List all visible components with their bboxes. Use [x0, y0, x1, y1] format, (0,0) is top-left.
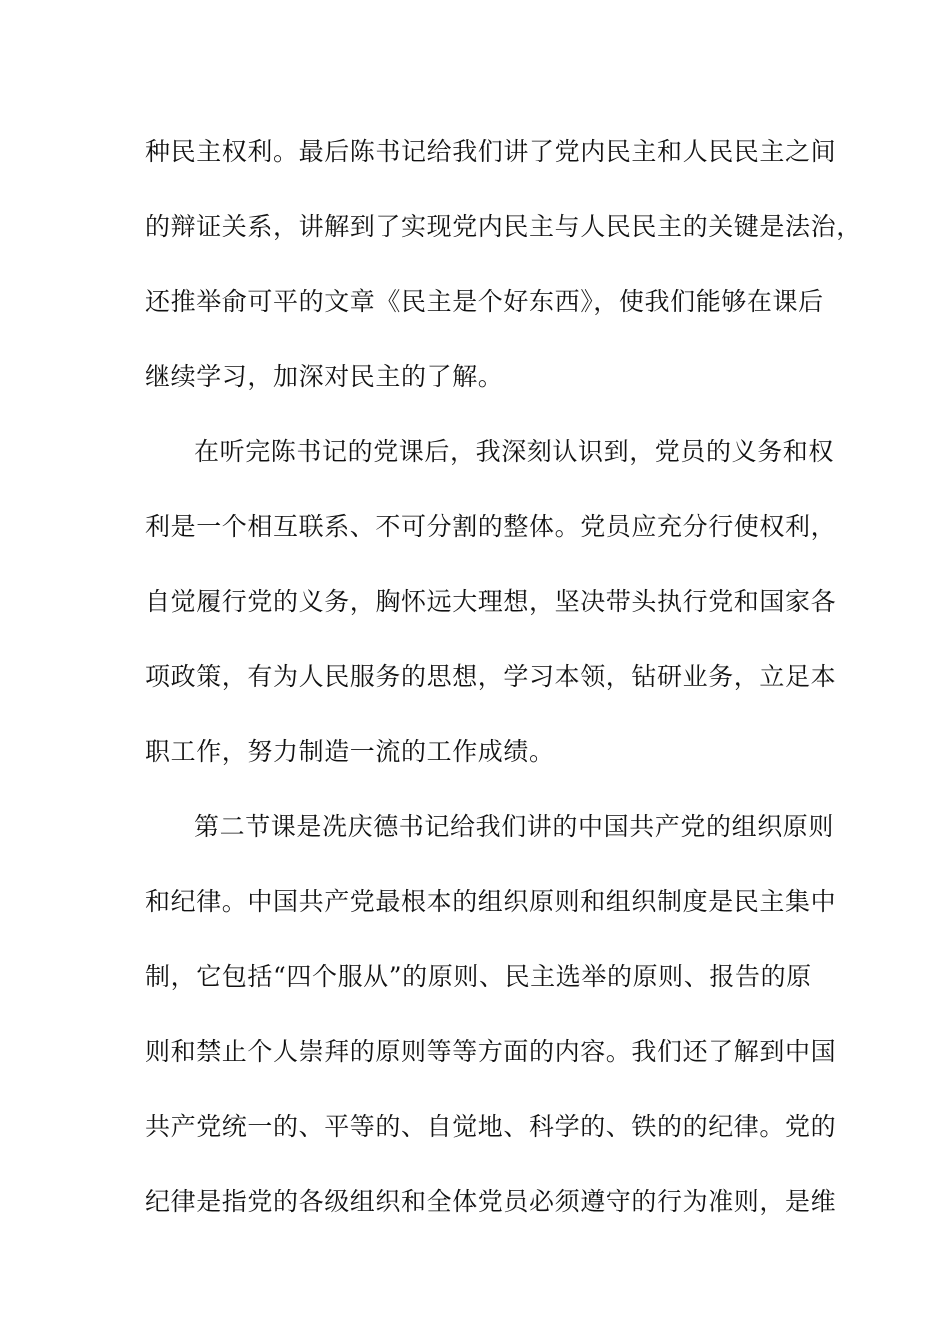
- text-line-2: 的辩证关系，讲解到了实现党内民主与人民民主的关键是法治，: [145, 212, 862, 241]
- text-line-8: 项政策，有为人民服务的思想，学习本领，钻研业务，立足本: [145, 662, 837, 691]
- text-line-4: 继续学习，加深对民主的了解。: [145, 362, 504, 391]
- text-line-3: 还推举俞可平的文章《民主是个好东西》，使我们能够在课后: [145, 287, 824, 316]
- text-line-5: 在听完陈书记的党课后，我深刻认识到，党员的义务和权: [194, 437, 835, 466]
- text-line-7: 自觉履行党的义务，胸怀远大理想，坚决带头执行党和国家各: [145, 587, 837, 616]
- text-line-6: 利是一个相互联系、不可分割的整体。党员应充分行使权利，: [145, 512, 837, 541]
- text-line-11: 和纪律。中国共产党最根本的组织原则和组织制度是民主集中: [145, 887, 837, 916]
- text-line-1: 种民主权利。最后陈书记给我们讲了党内民主和人民民主之间: [145, 137, 837, 166]
- text-line-12: 制，它包括“四个服从”的原则、民主选举的原则、报告的原: [145, 962, 812, 991]
- text-line-15: 纪律是指党的各级组织和全体党员必须遵守的行为准则，是维: [145, 1187, 837, 1216]
- text-line-9: 职工作，努力制造一流的工作成绩。: [145, 737, 555, 766]
- text-line-14: 共产党统一的、平等的、自觉地、科学的、铁的的纪律。党的: [145, 1112, 837, 1141]
- text-line-10: 第二节课是冼庆德书记给我们讲的中国共产党的组织原则: [194, 812, 835, 841]
- text-line-13: 则和禁止个人崇拜的原则等等方面的内容。我们还了解到中国: [145, 1037, 837, 1066]
